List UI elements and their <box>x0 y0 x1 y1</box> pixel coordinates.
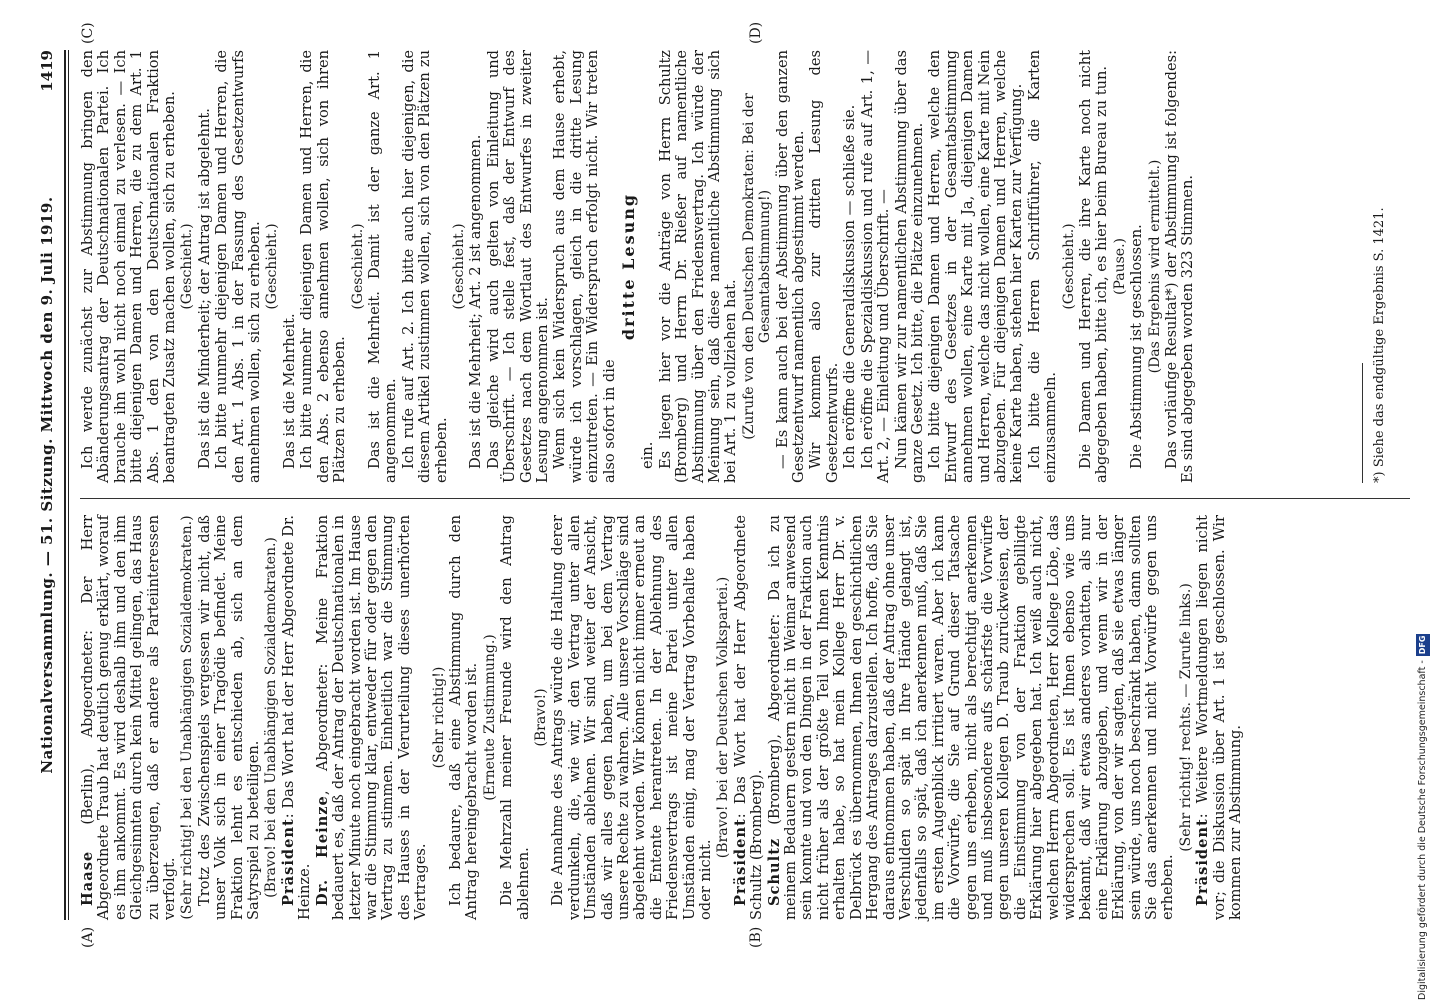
paragraph <box>927 50 1025 483</box>
header-rule <box>64 50 66 920</box>
paragraph-text: Das ist die Mehrheit; Art. 2 ist angenommen. <box>467 134 485 469</box>
paragraph <box>640 50 656 483</box>
paragraph-text: (Bravo! bei den Unabhängigen Sozialdemokraten.) <box>263 537 280 898</box>
speaker-name: Präsident <box>1194 818 1212 906</box>
paragraph <box>299 50 348 483</box>
paragraph <box>860 50 893 483</box>
credit-text: Digitalisierung gefördert durch die Deutsche Forschungsgemeinschaft - <box>1417 660 1428 1000</box>
page-header <box>38 50 62 920</box>
paragraph-text: Es liegen hier vor die Anträge von Herrn Schultz (Bromberg) und Herrn Dr. Rießer auf namentliche Abstimmung über den Friedensvertrag. Ich würde der Meinung sein, daß diese namentliche Abstimmung sich bei Art. 1 zu vollziehen hat. <box>656 50 740 483</box>
page-number: 1419 <box>38 50 56 92</box>
paragraph-text: Das ist die Mehrheit. Damit ist der ganze Art. 1 angenommen. <box>365 50 400 483</box>
paragraph-text: (Bravo! bei der Deutschen Volkspartei.) <box>715 576 732 859</box>
paragraph-text: (Geschieht.) <box>264 223 281 310</box>
paragraph <box>1027 50 1060 483</box>
paragraph-text: Ich bitte nunmehr diejenigen Damen und Herren, die den Art. 1 Abs. 1 in der Fassung des Gesetzentwurfs annehmen wollen, sich zu erheben. <box>213 50 264 483</box>
paragraph <box>842 50 858 483</box>
paragraph <box>733 515 766 920</box>
paragraph-text: Das ist die Minderheit; der Antrag ist abgelehnt. <box>195 108 213 469</box>
paragraph-text: Ich bitte die Herren Schriftführer, die Karten einzusammeln. <box>1025 50 1060 483</box>
paragraph <box>1195 515 1244 920</box>
paragraph <box>1129 50 1145 483</box>
page-title: Nationalversammlung. — 51. Sitzung. Mittwoch den 9. Juli 1919. <box>38 196 56 774</box>
interjection <box>264 50 280 483</box>
paragraph-text: (Sehr richtig!) <box>430 666 447 769</box>
paragraph-text: (Sehr richtig! bei den Unabhängigen Sozialdemokraten.) <box>179 515 196 920</box>
paragraph-text: (Das Ergebnis wird ermittelt.) <box>1146 159 1163 374</box>
paragraph-text: (Berlin), Abgeordneter: Der Herr Abgeordnete Traub hat deutlich genug erklärt, worauf es ihm ankommt. Es wird deshalb ihm und den ihm Gleichgesinnten durch kein Mittel gelingen, das Haus zu überzeugen, daß er andere als Parteiinteressen verfolgt. <box>79 515 179 920</box>
interjection <box>263 515 279 920</box>
paragraph-text: Ich rufe auf Art. 2. Ich bitte auch hier diejenigen, die diesem Artikel zustimmen wollen, sich von den Plätzen zu erheben. <box>399 50 450 483</box>
paragraph-text: Die Abstimmung ist geschlossen. <box>1128 224 1146 469</box>
paragraph-text: (Geschieht.) <box>179 223 196 310</box>
paragraph <box>367 50 400 483</box>
header-rule-thin <box>68 50 69 920</box>
paragraph-text: : Das Wort hat der Herr Abgeordnete Dr. Heinze. <box>279 515 314 920</box>
paragraph <box>448 515 481 920</box>
interjection <box>1061 50 1077 483</box>
interjection <box>431 515 447 920</box>
paragraph <box>808 50 841 483</box>
interjection <box>1112 50 1128 483</box>
paragraph-text: (Geschieht.) <box>1060 223 1077 310</box>
paragraph <box>80 515 178 920</box>
margin-mark-a: (A) <box>80 926 96 948</box>
interjection <box>482 515 498 920</box>
paragraph <box>1078 50 1111 483</box>
paragraph-text: dritte Lesung <box>619 192 638 341</box>
right-column <box>80 50 1198 483</box>
paragraph-text: Das ist die Mehrheit. <box>280 313 298 469</box>
paragraph-text: (Bromberg), Abgeordneter: Da ich zu meinem Bedauern gestern nicht in Weimar anwesend sein konnte und von den Dingen in der Fraktion auch nicht früher als der größte Teil von Ihnen Kenntnis erhalten habe, so hat mein Kollege Herr Dr. v. Delbrück es übernommen, Ihnen den geschichtlichen Hergang des Antrages darzustellen. Ich hoffe, daß Sie daraus entnommen haben, daß der Antrag ohne unser Verschulden so spät in Ihre Hände gelangt ist, jedenfalls so spät, daß ich anerkennen muß, daß Sie im ersten Augenblick irritiert waren. Aber ich kann die Vorwürfe, die Sie auf Grund dieser Tatsache gegen uns erheben, nicht als berechtigt anerkennen und muß insbesondere aufs schärfste die Vorwürfe gegen unseren Kollegen D. Traub zurückweisen, der die Einstimmung von der Fraktion gebilligte Erklärung hier abgegeben hat. Ich weiß auch nicht, welchen Herrn Abgeordneten, Herr Kollege Löbe, das widersprechen soll. Es ist Ihnen ebenso wie uns bekannt, daß wir etwas anderes vorhatten, als nur eine Erklärung abzugeben, und wenn wir in der Erklärung, von der wir sagten, daß sie etwas länger sein würde, uns noch beschränkt haben, dann sollten Sie das anerkennen und nicht Vorwürfe gegen uns erheben. <box>765 515 1177 920</box>
left-column <box>80 515 1245 920</box>
paragraph <box>281 515 314 920</box>
paragraph-text: Ich eröffne die Spezialdiskussion und rufe auf Art. 1, — Art. 2, — Einleitung und Überschrift. — <box>858 50 893 483</box>
speaker-name: Schultz <box>765 837 783 906</box>
paragraph-text: ein. <box>639 441 657 469</box>
margin-mark-c: (C) <box>80 22 96 44</box>
interjection <box>1178 515 1194 920</box>
paragraph-text: Die Annahme des Antrags würde die Haltung derer verdunkeln, die, wie wir, den Vertrag unter allen Umständen ablehnen. Wir sind weiter der Ansicht, daß wir alles gegen haben, um bei dem Vertrag unsere Rechte zu wahren. Alle unsere Vorschläge sind abgelehnt worden. Wir können nicht immer erneut an die Entente herantreten. In der Ablehnung des Friedensvertrags ist meine Partei unter allen Umständen einig, mag der Vertrag Vorbehalte haben oder nicht. <box>549 515 715 920</box>
paragraph-text: (Zurufe von den Deutschen Demokraten: Bei der Gesamtabstimmung!) <box>740 93 774 440</box>
paragraph-text: Ich bedaure, daß eine Abstimmung durch den Antrag hereingebracht worden ist. <box>446 515 481 920</box>
interjection <box>741 50 774 483</box>
paragraph-text: (Pause.) <box>1111 238 1128 295</box>
paragraph-text: Ich eröffne die Generaldiskussion — schließe sie. <box>841 104 859 469</box>
paragraph <box>486 50 552 483</box>
paragraph-text: Die Damen und Herren, die ihre Karte noch nicht abgegeben haben, bitte ich, es hier beim Bureau zu tun. <box>1076 50 1111 483</box>
paragraph-text: (Sehr richtig! rechts. — Zurufe links.) <box>1177 583 1194 852</box>
paragraph <box>552 50 618 483</box>
paragraph <box>775 50 808 483</box>
paragraph <box>468 50 484 483</box>
paragraph <box>315 515 430 920</box>
speaker-name: Präsident <box>731 818 749 906</box>
paragraph-text: Wir kommen also zur dritten Lesung des Gesetzentwurfs. <box>807 50 841 483</box>
paragraph <box>214 50 263 483</box>
interjection <box>179 50 195 483</box>
paragraph-text: Wenn sich kein Widerspruch aus dem Hause erhebt, würde ich vorschlagen, gleich in die dritte Lesung einzutreten. — Ein Widerspruch erfolgt nicht. Wir treten also sofort in die <box>551 50 618 483</box>
paragraph-text: (Bravo!) <box>532 688 549 747</box>
digitization-credit <box>1416 0 1430 1000</box>
interjection <box>179 515 195 920</box>
paragraph-text: — Es kann auch bei der Abstimmung über den ganzen Gesetzentwurf namentlich abgestimmt werden. <box>773 50 808 483</box>
paragraph-text: : Weitere Wortmeldungen liegen nicht vor; die Diskussion über Art. 1 ist geschlossen. Wir kommen zur Abstimmung. <box>1194 515 1245 920</box>
paragraph <box>550 515 714 920</box>
dfg-logo: DFG <box>1416 634 1430 657</box>
paragraph <box>197 50 213 483</box>
paragraph-text: Das gleiche wird auch gelten von Einleitung und Überschrift. — Ich stelle fest, daß der Entwurf des Gesetzes nach dem Wortlaut des Entwurfes in zweiter Lesung angenommen ist. <box>484 50 551 483</box>
interjection <box>350 50 366 483</box>
paragraph-text: Die Mehrzahl meiner Freunde wird den Antrag ablehnen. <box>498 515 532 920</box>
paragraph-text: Trotz des Zwischenspiels vergessen wir nicht, daß unser Volk sich in einer Tragödie befindet. Meine Fraktion lehnt es entschieden ab, sich an dem Satyrspiel zu beteiligen. <box>195 515 263 920</box>
interjection <box>533 515 549 920</box>
paragraph <box>80 50 178 483</box>
footnote-rule <box>1362 363 1363 483</box>
paragraph-text: (Erneute Zustimmung.) <box>481 634 498 801</box>
speaker-name: Präsident <box>279 818 297 906</box>
paragraph <box>767 515 1177 920</box>
paragraph-text: : Das Wort hat der Herr Abgeordnete Schultz (Bromberg). <box>731 515 766 920</box>
paragraph <box>401 50 450 483</box>
paragraph-text: (Geschieht.) <box>450 223 467 310</box>
paragraph-text: Ich bitte diejenigen Damen und Herren, welche den Entwurf des Gesetzes in der Gesamtabstimmung annehmen wollen, eine Karte mit Ja, diejenigen Damen und Herren, welche das nicht wollen, eine Karte mit Nein abzugeben. Für diejenigen Damen und Herren, welche keine Karte haben, stehen hier Karten zur Verfügung. <box>926 50 1026 483</box>
margin-mark-b: (B) <box>748 926 764 948</box>
interjection <box>1147 50 1163 483</box>
interjection <box>715 515 731 920</box>
paragraph-text: Nun kämen wir zur namentlichen Abstimmung über das ganze Gesetz. Ich bitte, die Plätze einzunehmen. <box>892 50 926 483</box>
paragraph-text: , Abgeordneter: Meine Fraktion bedauert es, daß der Antrag der Deutschnationalen in letzter Minute noch eingebracht worden ist. Im Hause war die Stimmung klar, entweder für oder gegen den Vertrag zu stimmen. Einheitlich war die Stimmung des Hauses in der Verurteilung dieses unerhörten Vertrages. <box>313 515 430 920</box>
paragraph-text: Ich werde zunächst zur Abstimmung bringen den Abänderungsantrag der Deutschnationalen Partei. Ich brauche ihn wohl nicht noch einmal zu verlesen. — Ich bitte diejenigen Damen und Herren, die zu dem Art. 1 Abs. 1 den von den Deutschnationalen Fraktion beantragten Zusatz machen wollen, sich zu erheben. <box>79 50 179 483</box>
footnote: *) Siehe das endgültige Ergebnis S. 1421. <box>1372 207 1387 483</box>
margin-mark-d: (D) <box>748 21 764 44</box>
paragraph <box>658 50 740 483</box>
paragraph <box>499 515 532 920</box>
speaker-name: Haase <box>79 850 96 906</box>
paragraph-text: (Geschieht.) <box>349 223 366 310</box>
column-separator <box>80 498 1410 499</box>
paragraph <box>894 50 927 483</box>
paragraph-text: Das vorläufige Resultat*) der Abstimmung ist folgendes: Es sind abgegeben worden 323 Stimmen. <box>1163 50 1197 483</box>
section-heading <box>621 50 637 483</box>
paragraph <box>282 50 298 483</box>
paragraph <box>197 515 263 920</box>
interjection <box>451 50 467 483</box>
paragraph-text: Ich bitte nunmehr diejenigen Damen und Herren, die den Abs. 2 ebenso annehmen wollen, sich von ihren Plätzen zu erheben. <box>298 50 349 483</box>
paragraph <box>1164 50 1197 483</box>
speaker-name: Dr. Heinze <box>313 795 331 906</box>
